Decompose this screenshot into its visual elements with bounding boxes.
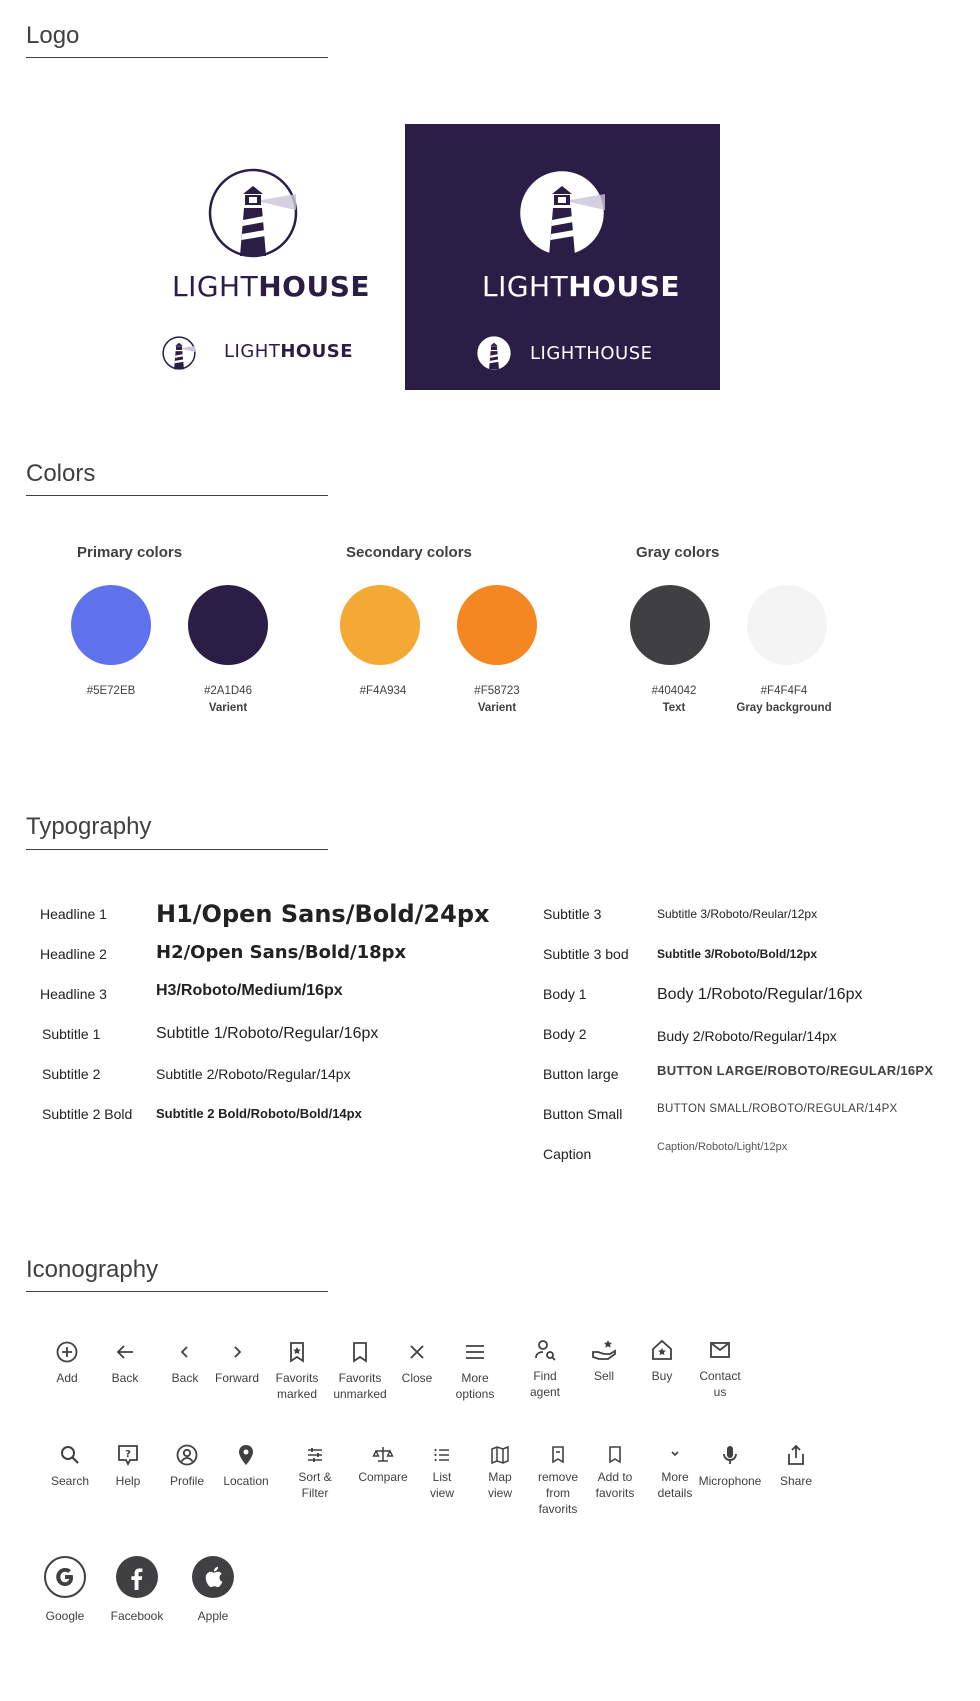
logo-wordmark-small: LIGHTHOUSE: [224, 341, 354, 362]
chevron-left-icon: [173, 1340, 197, 1364]
color-swatch: [457, 585, 537, 665]
icon-item-back[interactable]: Back: [85, 1340, 165, 1386]
type-sample-subtitle2: Subtitle 2/Roboto/Regular/14px: [156, 1066, 351, 1082]
color-swatch: [188, 585, 268, 665]
icon-item-contact-us[interactable]: Contact us: [680, 1338, 760, 1400]
type-label: Button large: [543, 1066, 619, 1082]
type-sample-subtitle2-bold: Subtitle 2 Bold/Roboto/Bold/14px: [156, 1106, 362, 1121]
logo-wordmark-inverse-small: LIGHTHOUSE: [530, 343, 653, 364]
type-label: Subtitle 2: [42, 1066, 101, 1082]
compare-icon: [371, 1443, 395, 1467]
svg-text:?: ?: [125, 1449, 131, 1460]
profile-icon: [175, 1443, 199, 1467]
type-sample-body2: Budy 2/Roboto/Regular/14px: [657, 1028, 837, 1044]
icon-item-remove-favorits[interactable]: remove from favorits: [518, 1443, 598, 1517]
type-label: Button Small: [543, 1106, 623, 1122]
group-label-gray: Gray colors: [636, 544, 720, 561]
type-sample-h2: H2/Open Sans/Bold/18px: [156, 942, 407, 963]
type-sample-subtitle3: Subtitle 3/Roboto/Reular/12px: [657, 907, 818, 921]
bookmark-outline-icon: [348, 1340, 372, 1364]
icon-item-close[interactable]: Close: [377, 1340, 457, 1386]
icon-item-compare[interactable]: Compare: [343, 1443, 423, 1485]
icon-item-map-view[interactable]: Map view: [460, 1443, 540, 1501]
section-title-logo: Logo: [26, 22, 80, 49]
icon-item-microphone[interactable]: Microphone: [690, 1443, 770, 1489]
color-note: Gray background: [736, 702, 832, 714]
remove-favorite-icon: [546, 1443, 570, 1467]
color-hex: #404042: [651, 685, 697, 697]
icon-item-sell[interactable]: Sell: [564, 1338, 644, 1384]
bookmark-star-icon: [285, 1340, 309, 1364]
color-hex: #F58723: [474, 685, 520, 697]
color-note: Varient: [208, 702, 248, 714]
logo-wordmark: LIGHTHOUSE: [172, 270, 370, 303]
type-sample-button-large: BUTTON LARGE/ROBOTO/REGULAR/16PX: [657, 1063, 934, 1078]
microphone-icon: [718, 1443, 742, 1467]
help-icon: [116, 1443, 140, 1467]
menu-icon: [463, 1340, 487, 1364]
section-divider: [26, 849, 328, 850]
buy-home-icon: [650, 1338, 674, 1362]
color-swatch: [630, 585, 710, 665]
type-label: Subtitle 3 bod: [543, 946, 629, 962]
icon-item-list-view[interactable]: List view: [402, 1443, 482, 1501]
section-divider: [26, 1291, 328, 1292]
icon-item-share[interactable]: Share: [756, 1443, 836, 1489]
find-agent-icon: [533, 1338, 557, 1362]
mail-icon: [708, 1338, 732, 1362]
color-swatch: [747, 585, 827, 665]
color-hex: #5E72EB: [86, 685, 136, 697]
icon-item-help[interactable]: ? Help: [88, 1443, 168, 1489]
icon-item-apple[interactable]: Apple: [173, 1556, 253, 1624]
group-label-secondary: Secondary colors: [346, 544, 472, 561]
type-label: Subtitle 3: [543, 906, 602, 922]
list-view-icon: [430, 1443, 454, 1467]
type-sample-subtitle3-bold: Subtitle 3/Roboto/Bold/12px: [657, 947, 818, 961]
type-label: Subtitle 1: [42, 1026, 101, 1042]
color-note: Varient: [477, 702, 517, 714]
add-icon: [55, 1340, 79, 1364]
chevron-right-icon: [225, 1340, 249, 1364]
type-sample-h1: H1/Open Sans/Bold/24px: [156, 900, 490, 928]
icon-item-more-options[interactable]: More options: [435, 1340, 515, 1402]
icon-item-more-details[interactable]: More details: [635, 1443, 715, 1501]
lighthouse-logo-small-icon: [162, 336, 196, 370]
section-divider: [26, 57, 328, 58]
icon-item-profile[interactable]: Profile: [147, 1443, 227, 1489]
group-label-primary: Primary colors: [77, 544, 183, 561]
lighthouse-logo-inverse-small-icon: [477, 336, 511, 370]
color-hex: #2A1D46: [204, 685, 252, 697]
icon-item-facebook[interactable]: Facebook: [97, 1556, 177, 1624]
share-icon: [784, 1443, 808, 1467]
type-label: Body 2: [543, 1026, 587, 1042]
facebook-icon: [116, 1556, 158, 1598]
icon-item-favorits-unmarked[interactable]: Favorits unmarked: [320, 1340, 400, 1402]
icon-item-buy[interactable]: Buy: [622, 1338, 702, 1384]
type-sample-button-small: BUTTON SMALL/ROBOTO/REGULAR/14PX: [657, 1103, 898, 1115]
type-sample-subtitle1: Subtitle 1/Roboto/Regular/16px: [156, 1025, 379, 1042]
logo-wordmark-inverse: LIGHTHOUSE: [482, 270, 680, 303]
section-divider: [26, 495, 328, 496]
chevron-down-icon: [663, 1443, 687, 1467]
section-title-colors: Colors: [26, 460, 96, 487]
icon-item-search[interactable]: Search: [30, 1443, 110, 1489]
lighthouse-logo-icon: [208, 168, 298, 258]
arrow-back-icon: [113, 1340, 137, 1364]
section-title-iconography: Iconography: [26, 1256, 159, 1283]
lighthouse-logo-inverse-icon: [517, 168, 607, 258]
apple-icon: [192, 1556, 234, 1598]
icon-item-google[interactable]: Google: [25, 1556, 105, 1624]
color-swatch: [340, 585, 420, 665]
location-icon: [234, 1443, 258, 1467]
search-icon: [58, 1443, 82, 1467]
icon-item-find-agent[interactable]: Find agent: [505, 1338, 585, 1400]
type-label: Headline 3: [40, 986, 107, 1002]
section-title-typography: Typography: [26, 813, 152, 840]
google-icon: [44, 1556, 86, 1598]
type-label: Headline 2: [40, 946, 107, 962]
type-label: Body 1: [543, 986, 587, 1002]
map-view-icon: [488, 1443, 512, 1467]
icon-item-sort-filter[interactable]: Sort & Filter: [275, 1443, 355, 1501]
color-note: Text: [662, 702, 686, 714]
color-hex: #F4F4F4: [760, 685, 808, 697]
type-sample-h3: H3/Roboto/Medium/16px: [156, 982, 343, 999]
sort-filter-icon: [303, 1443, 327, 1467]
icon-item-forward[interactable]: Forward: [197, 1340, 277, 1386]
type-sample-body1: Body 1/Roboto/Regular/16px: [657, 986, 863, 1003]
add-favorite-icon: [603, 1443, 627, 1467]
icon-item-location[interactable]: Location: [206, 1443, 286, 1489]
color-hex: #F4A934: [359, 685, 407, 697]
sell-icon: [591, 1338, 617, 1362]
type-sample-caption: Caption/Roboto/Light/12px: [657, 1141, 788, 1153]
color-swatch: [71, 585, 151, 665]
type-label: Caption: [543, 1146, 592, 1162]
type-label: Subtitle 2 Bold: [42, 1106, 133, 1122]
close-icon: [405, 1340, 429, 1364]
icon-item-favorits-marked[interactable]: Favorits marked: [257, 1340, 337, 1402]
icon-item-add-favorits[interactable]: Add to favorits: [575, 1443, 655, 1501]
icon-item-add[interactable]: Add: [27, 1340, 107, 1386]
type-label: Headline 1: [40, 906, 107, 922]
icon-item-back-chevron[interactable]: Back: [145, 1340, 225, 1386]
